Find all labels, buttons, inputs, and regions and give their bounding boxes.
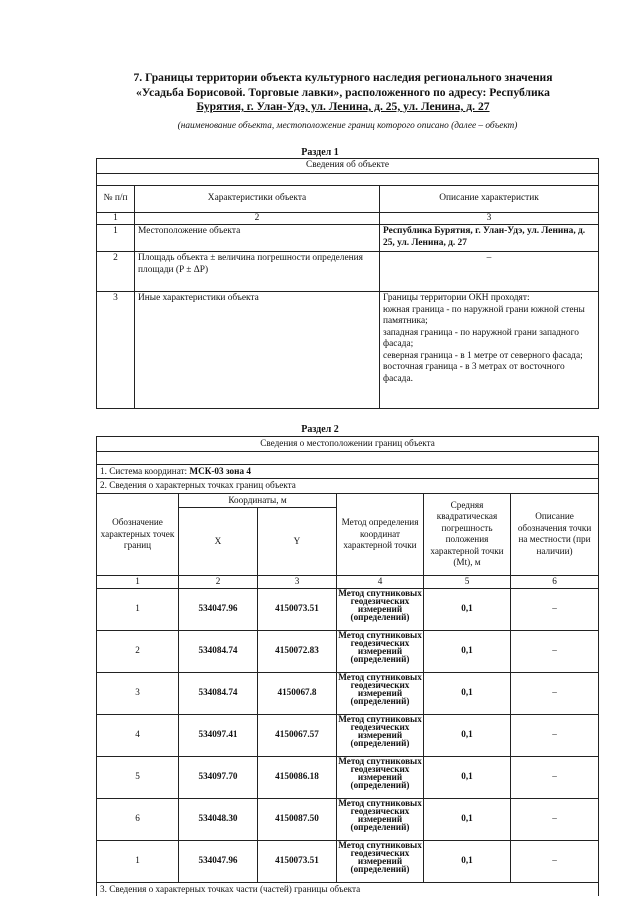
document-subtitle: (наименование объекта, местоположение границ которого описано (далее – объект) (177, 121, 518, 131)
row-number: 2 (97, 252, 135, 292)
col-y-header: Y (258, 508, 337, 576)
point-number: 6 (97, 798, 179, 840)
point-description: – (511, 756, 599, 798)
point-x: 534048.30 (179, 798, 258, 840)
table-row (97, 798, 599, 840)
point-y: 4150086.18 (258, 756, 337, 798)
point-description: – (511, 714, 599, 756)
row-description: – (380, 252, 599, 292)
section1-caption: Сведения об объекте (97, 159, 599, 174)
col-point-header: Обозначение характерных точек границ (97, 493, 179, 576)
point-number: 1 (97, 588, 179, 630)
point-x: 534084.74 (179, 630, 258, 672)
col-coords-header: Координаты, м (179, 493, 337, 508)
index-cell: 1 (97, 212, 135, 225)
row-description: Границы территории ОКН проходят: южная граница - по наружной грани южной стены памятника; западная граница - по наружной грани западного фасада; северная граница - в 1 метре от северного фасада; восточная граница - в 3 метрах от восточного фасада. (380, 292, 599, 409)
point-accuracy: 0,1 (424, 588, 511, 630)
section2-spacer (97, 451, 599, 464)
section2-table (96, 436, 599, 896)
row-description: Республика Бурятия, г. Улан-Удэ, ул. Ленина, д. 25, ул. Ленина, д. 27 (380, 225, 599, 252)
index-cell: 3 (380, 212, 599, 225)
col-x-header: X (179, 508, 258, 576)
table-row (97, 292, 599, 409)
table-row (97, 840, 599, 882)
point-method: Метод спутниковых геодезических измерений (определений) (337, 714, 424, 756)
section1-spacer (97, 173, 599, 185)
col-char-header: Характеристики объекта (135, 185, 380, 212)
index-cell: 4 (337, 576, 424, 589)
point-x: 534084.74 (179, 672, 258, 714)
title-line-2: «Усадьба Борисовой. Торговые лавки», расположенного по адресу: Республика (136, 85, 550, 99)
point-accuracy: 0,1 (424, 630, 511, 672)
point-method: Метод спутниковых геодезических измерений (определений) (337, 672, 424, 714)
row-number: 3 (97, 292, 135, 409)
point-number: 3 (97, 672, 179, 714)
table-row (97, 672, 599, 714)
point-method: Метод спутниковых геодезических измерений (определений) (337, 588, 424, 630)
index-cell: 1 (97, 576, 179, 589)
point-x: 534097.70 (179, 756, 258, 798)
table-row (97, 630, 599, 672)
table-row (97, 225, 599, 252)
title-line-1: 7. Границы территории объекта культурного наследия регионального значения (133, 71, 553, 84)
section2-title: Раздел 2 (301, 424, 339, 435)
point-accuracy: 0,1 (424, 756, 511, 798)
point-description: – (511, 588, 599, 630)
point-x: 534047.96 (179, 840, 258, 882)
point-method: Метод спутниковых геодезических измерений (определений) (337, 840, 424, 882)
index-cell: 2 (179, 576, 258, 589)
point-method: Метод спутниковых геодезических измерений (определений) (337, 756, 424, 798)
point-x: 534047.96 (179, 588, 258, 630)
row-characteristic: Площадь объекта ± величина погрешности определения площади (P ± ΔP) (135, 252, 380, 292)
point-y: 4150073.51 (258, 588, 337, 630)
table-row (97, 588, 599, 630)
point-y: 4150073.51 (258, 840, 337, 882)
index-cell: 6 (511, 576, 599, 589)
point-y: 4150067.57 (258, 714, 337, 756)
point-number: 2 (97, 630, 179, 672)
point-description: – (511, 840, 599, 882)
document-title (98, 71, 588, 115)
point-x: 534097.41 (179, 714, 258, 756)
index-cell: 5 (424, 576, 511, 589)
point-method: Метод спутниковых геодезических измерений (определений) (337, 798, 424, 840)
table-row (97, 714, 599, 756)
title-line-3: Бурятия, г. Улан-Удэ, ул. Ленина, д. 25, ул. Ленина, д. 27 (196, 100, 490, 113)
col-desc-header: Описание характеристик (380, 185, 599, 212)
coord-system-label: 1. Система координат: (100, 465, 190, 476)
row-number: 1 (97, 225, 135, 252)
point-description: – (511, 672, 599, 714)
point-method: Метод спутниковых геодезических измерений (определений) (337, 630, 424, 672)
point-accuracy: 0,1 (424, 714, 511, 756)
point-accuracy: 0,1 (424, 798, 511, 840)
point-accuracy: 0,1 (424, 672, 511, 714)
section1-table (96, 158, 599, 409)
table-row (97, 252, 599, 292)
section2-caption: Сведения о местоположении границ объекта (97, 437, 599, 452)
points-label: 2. Сведения о характерных точках границ объекта (97, 479, 599, 494)
index-cell: 2 (135, 212, 380, 225)
point-number: 4 (97, 714, 179, 756)
point-description: – (511, 630, 599, 672)
part-points-label: 3. Сведения о характерных точках части (частей) границы объекта (97, 882, 599, 896)
section1-title: Раздел 1 (301, 147, 339, 158)
col-accuracy-header: Средняя квадратическая погрешность положения характерной точки (Mt), м (424, 493, 511, 576)
row-characteristic: Местоположение объекта (135, 225, 380, 252)
point-number: 5 (97, 756, 179, 798)
col-desc-header: Описание обозначения точки на местности (при наличии) (511, 493, 599, 576)
table-row (97, 756, 599, 798)
point-accuracy: 0,1 (424, 840, 511, 882)
row-characteristic: Иные характеристики объекта (135, 292, 380, 409)
index-cell: 3 (258, 576, 337, 589)
coord-system-value: МСК-03 зона 4 (189, 465, 251, 476)
point-y: 4150072.83 (258, 630, 337, 672)
coord-system-row (97, 464, 599, 479)
col-method-header: Метод определения координат характерной точки (337, 493, 424, 576)
point-number: 1 (97, 840, 179, 882)
point-y: 4150087.50 (258, 798, 337, 840)
point-y: 4150067.8 (258, 672, 337, 714)
point-description: – (511, 798, 599, 840)
col-num-header: № п/п (97, 185, 135, 212)
